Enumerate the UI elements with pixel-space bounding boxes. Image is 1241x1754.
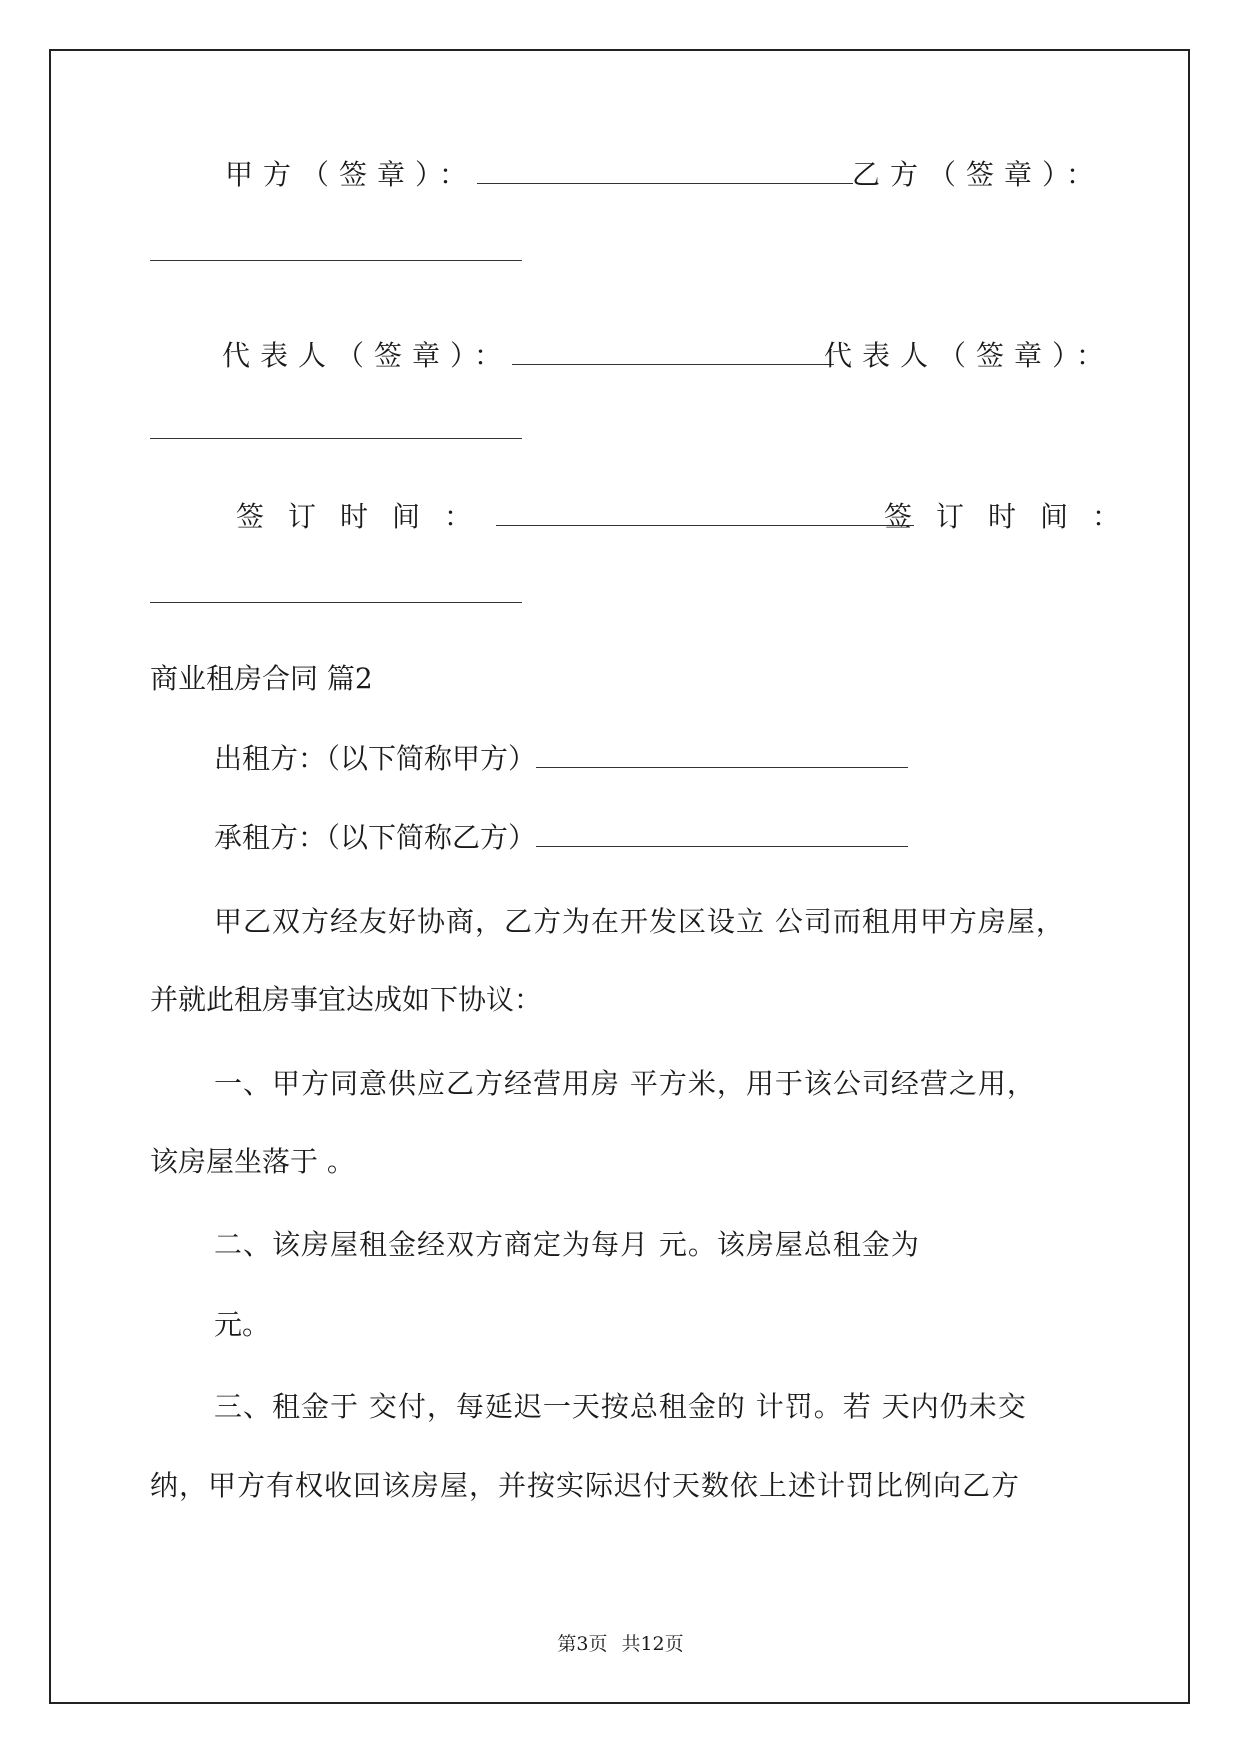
clause2-line-2: 元。 xyxy=(214,1308,271,1341)
clause1-line-2: 该房屋坐落于 。 xyxy=(150,1145,355,1178)
lessee-line xyxy=(214,818,908,858)
party-a-signature-line xyxy=(225,155,853,195)
lessor-blank[interactable] xyxy=(536,745,908,768)
clause2-line-1: 二、该房屋租金经双方商定为每月 元。该房屋总租金为 xyxy=(214,1228,920,1261)
rep-a-sign-label: 代表人（签章）： xyxy=(222,339,513,372)
clause3-line-2: 纳，甲方有权收回该房屋，并按实际迟付天数依上述计罚比例向乙方 xyxy=(150,1469,1021,1502)
lessor-line xyxy=(214,739,908,779)
date-a-blank[interactable] xyxy=(496,503,914,526)
party-a-sign-label: 甲方（签章）： xyxy=(225,158,478,191)
clause3-line-1: 三、租金于 交付，每延迟一天按总租金的 计罚。若 天内仍未交 xyxy=(214,1390,1027,1423)
date-a-line xyxy=(236,497,914,537)
date-b-blank[interactable] xyxy=(150,580,522,603)
intro-line-2: 并就此租房事宜达成如下协议： xyxy=(150,983,543,1016)
rep-a-sign-blank[interactable] xyxy=(512,342,834,365)
page-number: 第3页 xyxy=(557,1633,608,1655)
party-b-sign-blank[interactable] xyxy=(150,238,522,261)
lessee-label: 承租方：（以下简称乙方） xyxy=(214,821,537,854)
rep-b-sign-label: 代表人（签章）： xyxy=(824,339,1115,372)
page-total: 共12页 xyxy=(621,1633,684,1655)
party-b-sign-blank-line xyxy=(150,232,522,272)
date-b-blank-line xyxy=(150,574,522,614)
page-footer xyxy=(0,1632,1241,1656)
section-title: 商业租房合同 篇2 xyxy=(150,662,373,695)
rep-b-sign-blank[interactable] xyxy=(150,416,522,439)
intro-line-1: 甲乙双方经友好协商，乙方为在开发区设立 公司而租用甲方房屋， xyxy=(214,905,1065,938)
party-a-sign-blank[interactable] xyxy=(477,161,853,184)
lessor-label: 出租方：（以下简称甲方） xyxy=(214,742,537,775)
clause1-line-1: 一、甲方同意供应乙方经营用房 平方米，用于该公司经营之用， xyxy=(214,1067,1036,1100)
date-b-label: 签订时间： xyxy=(884,500,1145,533)
date-a-label: 签订时间： xyxy=(236,500,497,533)
rep-a-signature-line xyxy=(222,336,834,376)
party-b-sign-label: 乙方（签章）： xyxy=(852,158,1105,191)
page-border xyxy=(49,49,1190,1704)
lessee-blank[interactable] xyxy=(536,824,908,847)
rep-b-sign-blank-line xyxy=(150,410,522,450)
